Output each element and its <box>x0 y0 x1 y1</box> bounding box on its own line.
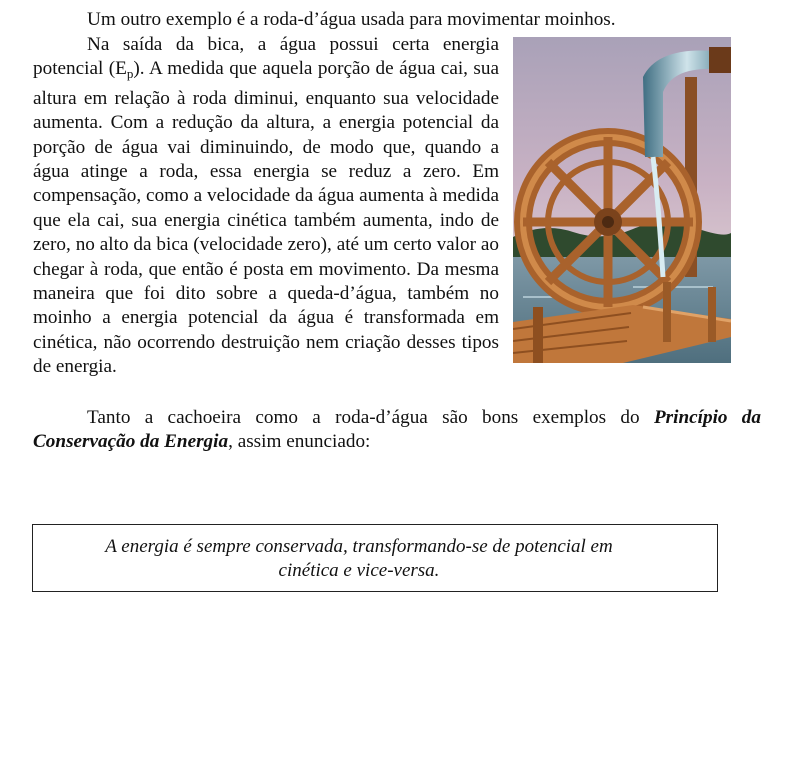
intro-line: Um outro exemplo é a roda-d’água usada para movimentar moinhos. <box>87 9 616 30</box>
principle-statement <box>33 535 685 583</box>
subscript-p: p <box>126 66 134 82</box>
principle-name: Princípio da Conservação da Energia <box>33 407 761 453</box>
conclusion-text-end: , assim enunciado: <box>228 431 371 453</box>
principle-line-1: A energia é sempre conservada, transformando-se de potencial em <box>105 536 613 557</box>
principle-statement-box <box>32 524 718 592</box>
conclusion-text-start: Tanto a cachoeira como a roda-d’água são bons exemplos do <box>87 407 654 428</box>
paragraph-text-start: Na saída da bica, a água possui certa energia potencial (E <box>33 34 499 80</box>
paragraph-text-end: ). A medida que aquela porção de água cai, sua altura em relação à roda diminui, enquanto sua velocidade aumenta. Com a redução da altura, a energia potencial da porção de água vai diminuindo, de modo que, quando a água atinge a roda, essa energia se reduz a zero. Em compensação, como a velocidade da água aumenta à medida que ela cai, sua energia cinética também aumenta, indo de zero, no alto da bica (velocidade zero), até um certo valor ao chegar à roda, que então é posta em movimento. Da mesma maneira que foi dito sobre a queda-d’água, também no moinho a energia potencial da água é transformada em cinética, não ocorrendo destruição nem criação desses tipos de energia. <box>33 58 499 378</box>
main-paragraph <box>33 33 499 380</box>
principle-line-2: cinética e vice-versa. <box>278 560 440 581</box>
water-wheel-illustration <box>513 37 731 363</box>
conclusion-paragraph <box>33 406 761 455</box>
